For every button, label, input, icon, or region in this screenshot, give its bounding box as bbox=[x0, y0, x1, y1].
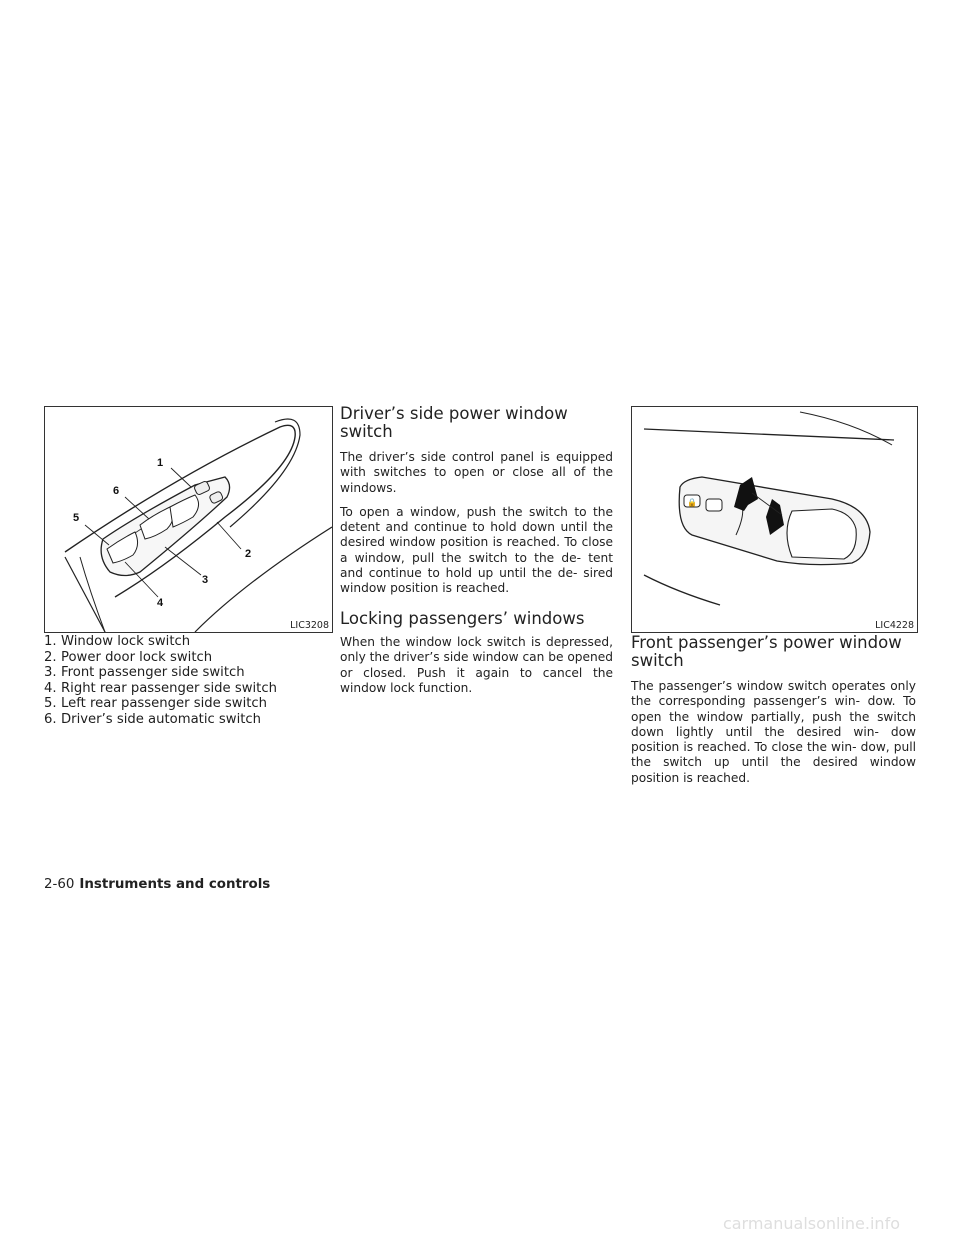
callout-6: 6 bbox=[113, 485, 120, 497]
paragraph: The driver’s side control panel is equipped with switches to open or close all of the windows. bbox=[340, 450, 613, 495]
right-column bbox=[631, 634, 916, 786]
section-heading-drivers-switch: Driver’s side power window switch bbox=[340, 404, 568, 441]
watermark: carmanualsonline.info bbox=[722, 1214, 900, 1233]
paragraph: When the window lock switch is depressed, only the driver’s side window can be opened or closed. Push it again to cancel the window lock function. bbox=[340, 635, 613, 696]
legend-item: 5. Left rear passenger side switch bbox=[44, 696, 268, 712]
legend-item: 4. Right rear passenger side switch bbox=[44, 680, 277, 696]
svg-text:🔒: 🔒 bbox=[687, 498, 697, 507]
section-name: Instruments and controls bbox=[79, 877, 271, 892]
figure-code: LIC3208 bbox=[290, 620, 329, 631]
page-number: 2-60 bbox=[44, 877, 75, 892]
figure-passenger-switch bbox=[631, 406, 918, 633]
figure-code: LIC4228 bbox=[875, 620, 914, 631]
legend-item: 3. Front passenger side switch bbox=[44, 665, 245, 681]
callout-5: 5 bbox=[73, 512, 80, 524]
paragraph: The passenger’s window switch operates only the corresponding passenger’s win- dow. To open the window partially, push the switch down lightly until the desired win- dow position is reached. To close the win- dow, pull the switch up until the desired window position is reached. bbox=[631, 679, 916, 785]
section-heading-front-passenger-switch: Front passenger’s power window switch bbox=[631, 633, 902, 670]
section-heading-locking-windows: Locking passengers’ windows bbox=[340, 608, 585, 628]
figure-driver-panel bbox=[44, 406, 333, 633]
legend-item: 6. Driver’s side automatic switch bbox=[44, 711, 262, 727]
middle-column bbox=[340, 405, 613, 696]
callout-1: 1 bbox=[157, 457, 164, 469]
callout-3: 3 bbox=[202, 574, 209, 586]
legend-item: 2. Power door lock switch bbox=[44, 649, 213, 665]
passenger-switch-illustration bbox=[632, 407, 917, 632]
driver-panel-illustration bbox=[45, 407, 332, 632]
page-footer bbox=[44, 877, 270, 892]
legend-item: 1. Window lock switch bbox=[44, 634, 191, 649]
callout-2: 2 bbox=[245, 548, 252, 560]
paragraph: To open a window, push the switch to the detent and continue to hold down until the desired window position is reached. To close a window, pull the switch to the de- tent and continue to hold up until the de- sired window position is reached. bbox=[340, 504, 613, 596]
figure-legend bbox=[44, 634, 331, 728]
callout-4: 4 bbox=[157, 597, 164, 609]
